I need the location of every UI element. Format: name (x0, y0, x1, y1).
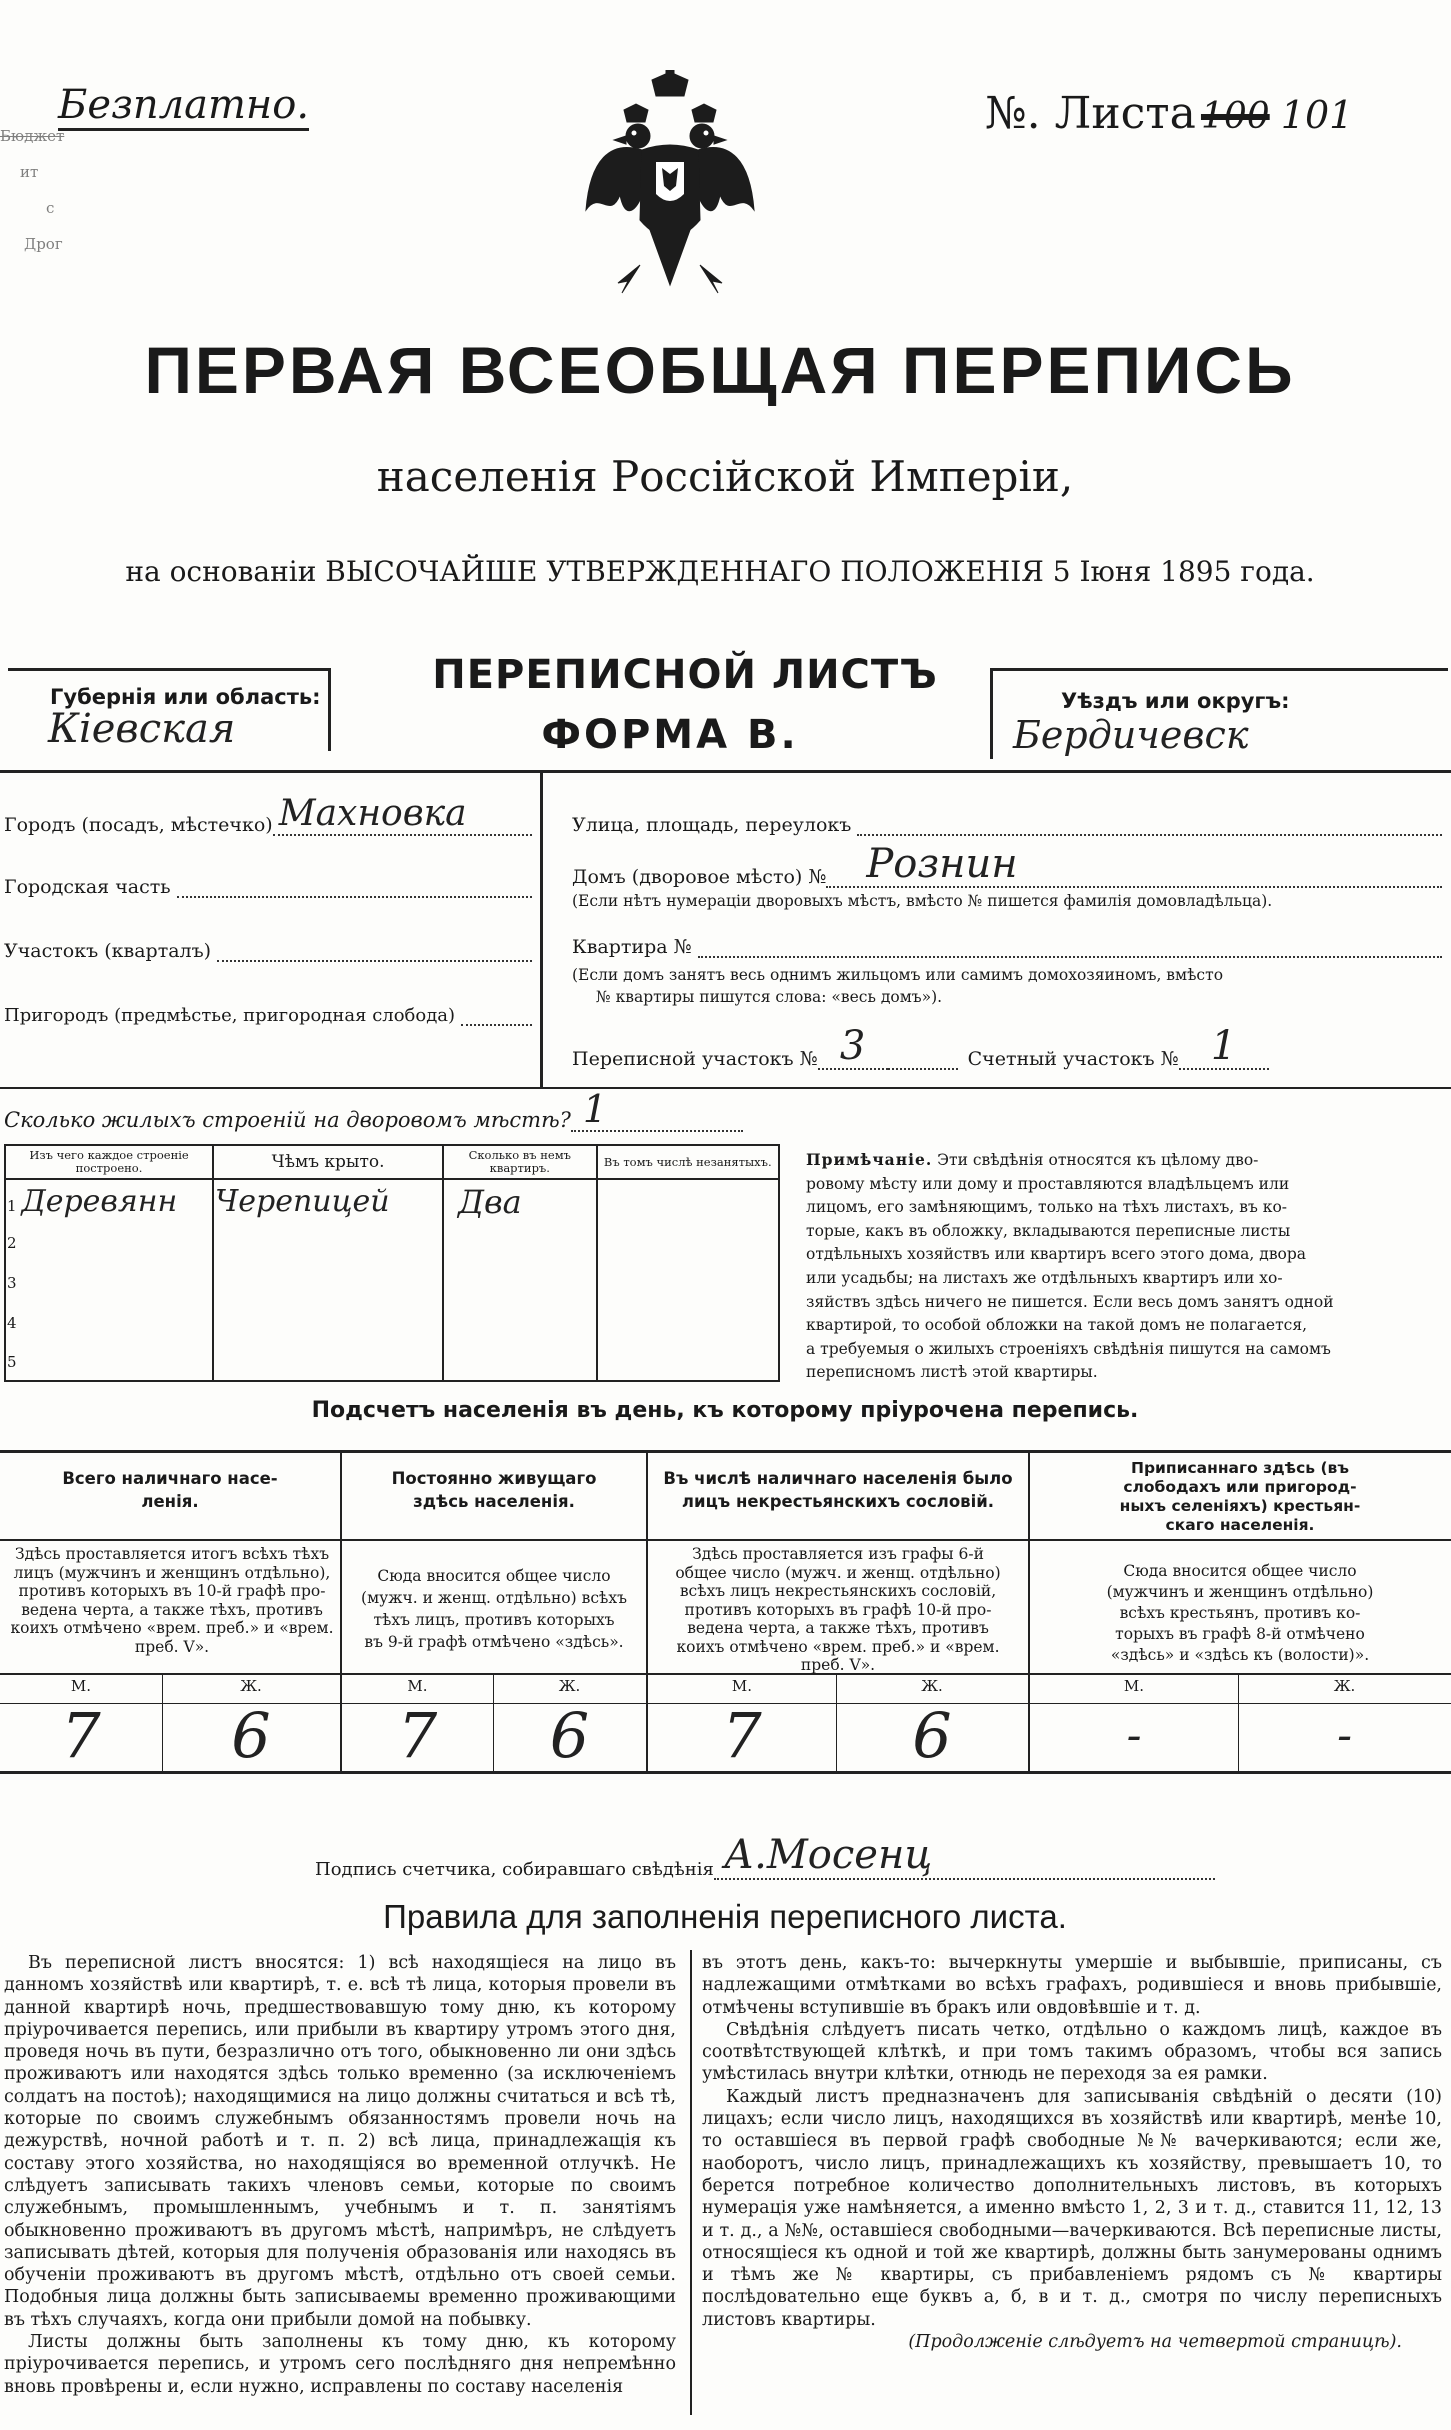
sections-row (572, 1014, 1442, 1070)
apartment-note-2: № квартиры пишутся слова: «весь домъ»). (596, 988, 943, 1006)
stamp-line: Бюджет (0, 127, 65, 145)
pop-col-4-head: Приписаннаго здѣсь (въ слободахъ или пригород- ныхъ селеніяхъ) крестьян- скаго населенія. (1119, 1459, 1361, 1534)
row-material (5, 1179, 213, 1223)
sheet-number-crossed: 100 (1200, 96, 1270, 137)
street-label: Улица, площадь, переулокъ (572, 814, 852, 836)
double-headed-eagle-icon (580, 70, 760, 310)
rules-paragraph: въ этотъ день, какъ-то: вычеркнуты умершіе и выбывшіе, приписаны, съ надлежащими отмѣтками во всѣхъ графахъ, родившіеся и вновь прибывшіе, отмѣчены вступившіе въ бракъ или овдовѣвшіе и т. д. (702, 1953, 1442, 2018)
pop-col-1-head: Всего наличнаго насе- ленія. (62, 1469, 278, 1511)
pop-col-4-desc: Сюда вносится общее число (мужчинъ и женщинъ отдѣльно) всѣхъ крестьянъ, противъ ко- торыхъ въ графѣ 8-й отмѣчено «здѣсь» и «здѣсь къ (волости)». (1106, 1562, 1374, 1664)
note-line: зяйствъ здѣсь ничего не пишется. Если весь домъ занятъ одной (806, 1292, 1334, 1311)
row-number: 2 (7, 1234, 17, 1252)
form-rule (0, 770, 1451, 773)
note-line: или усадьбы; на листахъ же отдѣльныхъ квартиръ или хо- (806, 1268, 1283, 1287)
street-field (572, 802, 1442, 836)
row-material (5, 1303, 213, 1343)
pop-col-2-f-label: Ж. (558, 1677, 581, 1695)
location-left (4, 790, 532, 1026)
pop-col-3-head: Въ числѣ наличнаго населенія было лицъ некрестьянскихъ сословій. (663, 1469, 1013, 1511)
count-section-value: 1 (1179, 1024, 1269, 1070)
row-roof-value (213, 1303, 443, 1343)
pop-col-3-m-value: 7 (722, 1699, 762, 1772)
stamp-line: Дрог (24, 235, 63, 253)
pop-col-4-m-value: - (1126, 1710, 1142, 1761)
stamp-line: ит (20, 163, 39, 181)
rules-left (4, 1952, 676, 2398)
legal-basis: на основаніи ВЫСОЧАЙШЕ УТВЕРЖДЕННАГО ПОЛОЖЕНІЯ 5 Іюня 1895 года. (125, 555, 1315, 588)
street-value (857, 828, 1442, 836)
note-line: торые, какъ въ обложку, вкладываются переписные листы (806, 1221, 1291, 1240)
form-main-title: ПЕРВАЯ ВСЕОБЩАЯ ПЕРЕПИСЬ (144, 333, 1296, 407)
sheet-number-label: №. Листа (985, 88, 1196, 139)
precinct-label: Участокъ (кварталъ) (4, 940, 212, 962)
row-vacant-value (597, 1223, 779, 1263)
pop-col-3-m-label: М. (731, 1677, 753, 1695)
sheet-title: ПЕРЕПИСНОЙ ЛИСТЪ (432, 652, 938, 698)
row-vacant-value (597, 1263, 779, 1303)
house-field (572, 836, 1442, 888)
sections-fill (888, 1062, 958, 1070)
row-vacant-value (597, 1343, 779, 1381)
rules-right (702, 1952, 1442, 2353)
note-line: отдѣльныхъ хозяйствъ или квартиръ всего этого дома, двора (806, 1245, 1307, 1264)
note-title: Примѣчаніе. (806, 1150, 933, 1169)
row-number: 5 (7, 1352, 17, 1371)
row-apartments-value (443, 1223, 597, 1263)
city-part-field (4, 836, 532, 898)
pop-col-2-m-value: 7 (397, 1699, 438, 1772)
province-label: Губернія или область: (50, 685, 321, 709)
pop-col-4-f-label: Ж. (1333, 1677, 1356, 1695)
rules-divider (690, 1950, 692, 2415)
row-material (5, 1263, 213, 1303)
signature-row (315, 1830, 1215, 1880)
pop-col-1-f-label: Ж. (240, 1677, 262, 1695)
row-roof-value (213, 1223, 443, 1263)
suburb-label: Пригородъ (предмѣстье, пригородная слобода) (4, 1005, 456, 1026)
rules-paragraph: Свѣдѣнія слѣдуетъ писать четко, отдѣльно о каждомъ лицѣ, каждое въ соотвѣтствующей клѣткѣ, и при томъ такимъ образомъ, чтобы вся запись умѣстилась внутри клѣтки, отнюдь не переходя за ея рамки. (702, 2019, 1442, 2085)
house-note: (Если нѣтъ нумераціи дворовыхъ мѣстъ, вмѣсто № пишется фамилія домовладѣльца). (572, 892, 1273, 910)
col-vacant-head: Въ томъ числѣ незанятыхъ. (597, 1145, 779, 1179)
row-material (5, 1223, 213, 1263)
signature-value: А.Мосенц (714, 1832, 1215, 1880)
table-row (5, 1223, 779, 1263)
house-label: Домъ (дворовое мѣсто) № (572, 866, 827, 888)
row-roof-value (213, 1263, 443, 1303)
row-apartments-value (443, 1303, 597, 1343)
sheet-number (985, 88, 1353, 158)
row-apartments-value: Два (443, 1179, 597, 1223)
row-material (5, 1343, 213, 1381)
col-apartments-head: Сколько въ немъ квартиръ. (443, 1145, 597, 1179)
row-material-value: Деревянн (21, 1184, 178, 1219)
table-row (5, 1303, 779, 1343)
district-label: Уѣздъ или округъ: (1061, 689, 1290, 713)
pop-col-2-f-value: 6 (549, 1699, 590, 1772)
pop-col-3-f-label: Ж. (921, 1677, 943, 1695)
rules-paragraph: Листы должны быть заполнены къ тому дню, къ которому пріурочивается перепись, и утромъ сего послѣдняго дня непремѣнно вновь провѣрены и, если нужно, исправлены по составу населенія (4, 2332, 676, 2397)
free-label: Безплатно. (58, 82, 309, 131)
house-value: Рознин (826, 842, 1442, 888)
town-field (4, 790, 532, 836)
row-number: 1 (7, 1197, 17, 1215)
stamp-block (0, 118, 100, 288)
city-part-label: Городская часть (4, 876, 171, 898)
buildings-answer: 1 (571, 1088, 743, 1132)
note-line: ровому мѣсту или дому и проставляются владѣльцемъ или (806, 1174, 1290, 1193)
table-row (5, 1343, 779, 1381)
precinct-field (4, 898, 532, 962)
town-value: Махновка (273, 794, 532, 836)
apartment-value (698, 950, 1442, 958)
count-section-label: Счетный участокъ № (967, 1048, 1179, 1070)
rules-paragraph: Каждый листъ предназначенъ для записыванія свѣдѣній о десяти (10) лицахъ; если число лицъ, находящихся въ хозяйствѣ или квартирѣ, менѣе 10, то оставшіеся въ первой графѣ свободные №№ вачеркиваются; если же, наоборотъ, число лицъ, принадлежащихъ къ хозяйству, превышаетъ 10, то берется потребное количество дополнительныхъ листовъ, въ которыхъ нумерація уже намѣняется, а именно вмѣсто 1, 2, 3 и т. д., ставится 11, 12, 13 и т. д., а №№, оставшіеся свободными—вачеркиваются. Всѣ переписные листы, относящіеся къ одной и той же квартирѣ, должны быть занумерованы однимъ и тѣмъ же № квартиры, съ прибавленіемъ рядомъ съ № квартиры послѣдовательно еще буквъ а, б, в и т. д., смотря по числу переписныхъ листовъ квартиры. (702, 2086, 1442, 2330)
pop-col-4-m-label: М. (1123, 1677, 1145, 1695)
rules-continued: (Продолженіе слѣдуетъ на четвертой страницѣ). (908, 2332, 1402, 2353)
rules-paragraph: Въ переписной листъ вносятся: 1) всѣ находящіеся на лицо въ данномъ хозяйствѣ или квартирѣ, т. е. всѣ тѣ лица, которыя провели въ данной квартирѣ ночь, предшествовавшую тому дню, къ которому пріурочивается перепись, или прибыли въ квартиру утромъ этого дня, проведя ночь въ пути, безразлично отъ того, обыкновенно ли они здѣсь проживаютъ или находятся здѣсь только временно (за исключеніемъ солдатъ на постоѣ); находящимися на лицо должны считаться и всѣ тѣ, которые по своимъ служебнымъ обязанностямъ провели ночь на дежурствѣ, ночной работѣ и т. п. 2) всѣ лица, принадлежащія къ составу этого хозяйства, но находящіяся во временной отлучкѣ. Не слѣдуетъ записывать такихъ членовъ семьи, которые по своимъ служебнымъ, промышленнымъ, учебнымъ и т. п. занятіямъ обыкновенно проживаютъ въ другомъ мѣстѣ, напримѣръ, не слѣдуетъ записывать дѣтей, которыя для полученія образованія или находясь въ обученіи проживаютъ въ другомъ мѣстѣ, отдѣльно отъ своей семьи. Подобныя лица должны быть записываемы временно проживающими въ тѣхъ случаяхъ, когда они прибыли домой на побывку. (4, 1953, 676, 2330)
pop-col-1-m-label: М. (70, 1677, 92, 1695)
stamp-line: с (46, 199, 55, 217)
pop-col-3-desc: Здѣсь проставляется изъ графы 6-й общее число (мужч. и женщ. отдѣльно) всѣхъ лицъ некрестьянскихъ сословій, противъ которыхъ въ графѣ 10-й про- ведена черта, а также тѣхъ, противъ коихъ отмѣчено «врем. преб.» и «врем. преб. V». (675, 1545, 1001, 1674)
pop-col-1-f-value: 6 (231, 1699, 271, 1772)
district-box (990, 668, 1448, 759)
note-line (806, 1148, 1448, 1173)
row-vacant-value (597, 1303, 779, 1343)
buildings-question-text: Сколько жилыхъ строеній на дворовомъ мѣстѣ? (4, 1108, 571, 1132)
district-value: Бердичевск (1013, 713, 1249, 757)
col-material-head: Изъ чего каждое строеніе построено. (5, 1145, 213, 1179)
note-line: переписномъ листѣ этой квартиры. (806, 1363, 1098, 1382)
pop-col-3-f-value: 6 (912, 1699, 952, 1772)
pop-col-4-f-value: - (1337, 1710, 1352, 1761)
form-letter-title: ФОРМА В. (541, 712, 799, 758)
note-line: лицомъ, его замѣняющимъ, только на тѣхъ листахъ, въ ко- (806, 1198, 1288, 1217)
table-row (5, 1263, 779, 1303)
signature-label: Подпись счетчика, собиравшаго свѣдѣнія (315, 1859, 714, 1880)
row-number: 3 (7, 1274, 17, 1292)
apartment-note-1: (Если домъ занятъ весь однимъ жильцомъ или самимъ домохозяиномъ, вмѣсто (572, 966, 1224, 984)
town-label: Городъ (посадъ, мѣстечко) (4, 814, 273, 836)
rules-title: Правила для заполненія переписного листа. (383, 1898, 1067, 1935)
pop-col-2-m-label: М. (407, 1677, 428, 1695)
row-apartments-value (443, 1263, 597, 1303)
suburb-value (461, 1018, 532, 1026)
buildings-table (4, 1144, 780, 1382)
province-box (8, 668, 331, 751)
buildings-question (4, 1087, 784, 1132)
row-number: 4 (7, 1314, 17, 1332)
location-right (572, 802, 1442, 1070)
note-line: а требуемыя о жилыхъ строеніяхъ свѣдѣнія пишутся на самомъ (806, 1339, 1331, 1358)
form-subtitle: населенія Россійской Имперіи, (376, 452, 1074, 501)
table-row (5, 1179, 779, 1223)
pop-col-1-m-value: 7 (61, 1699, 101, 1772)
pop-col-1-desc: Здѣсь проставляется итогъ всѣхъ тѣхъ лицъ (мужчинъ и женщинъ отдѣльно), противъ которыхъ въ 10-й графѣ про- ведена черта, а также тѣхъ, противъ коихъ отмѣчено «врем. преб.» и «врем. преб. V». (10, 1545, 334, 1656)
row-apartments-value (443, 1343, 597, 1381)
pop-col-2-desc: Сюда вносится общее число (мужч. и женщ. отдѣльно) всѣхъ тѣхъ лицъ, противъ которыхъ въ 9-й графѣ отмѣчено «здѣсь». (361, 1567, 627, 1651)
note-line-text: Эти свѣдѣнія относятся къ цѣлому дво- (937, 1151, 1259, 1169)
apartment-label: Квартира № (572, 936, 692, 958)
buildings-note (806, 1148, 1448, 1385)
census-section-value: 3 (818, 1024, 888, 1070)
sheet-number-value: 101 (1280, 93, 1354, 137)
row-vacant-value (597, 1179, 779, 1223)
province-value: Кіевская (48, 706, 236, 752)
census-section-label: Переписной участокъ № (572, 1048, 818, 1070)
row-roof-value (213, 1343, 443, 1381)
col-roof-head: Чѣмъ крыто. (213, 1145, 443, 1179)
precinct-value (217, 954, 532, 962)
row-roof-value: Черепицей (213, 1179, 443, 1223)
location-divider (540, 772, 543, 1087)
pop-head-rule (0, 1539, 1451, 1541)
suburb-field (4, 962, 532, 1026)
apartment-field (572, 914, 1442, 958)
pop-col-2-head: Постоянно живущаго здѣсь населенія. (391, 1469, 597, 1511)
city-part-value (177, 890, 532, 898)
note-line: квартирой, то особой обложки на такой домъ не полагается, (806, 1316, 1308, 1335)
population-title: Подсчетъ населенія въ день, къ которому пріурочена перепись. (311, 1398, 1139, 1423)
population-table (0, 1450, 1451, 1774)
